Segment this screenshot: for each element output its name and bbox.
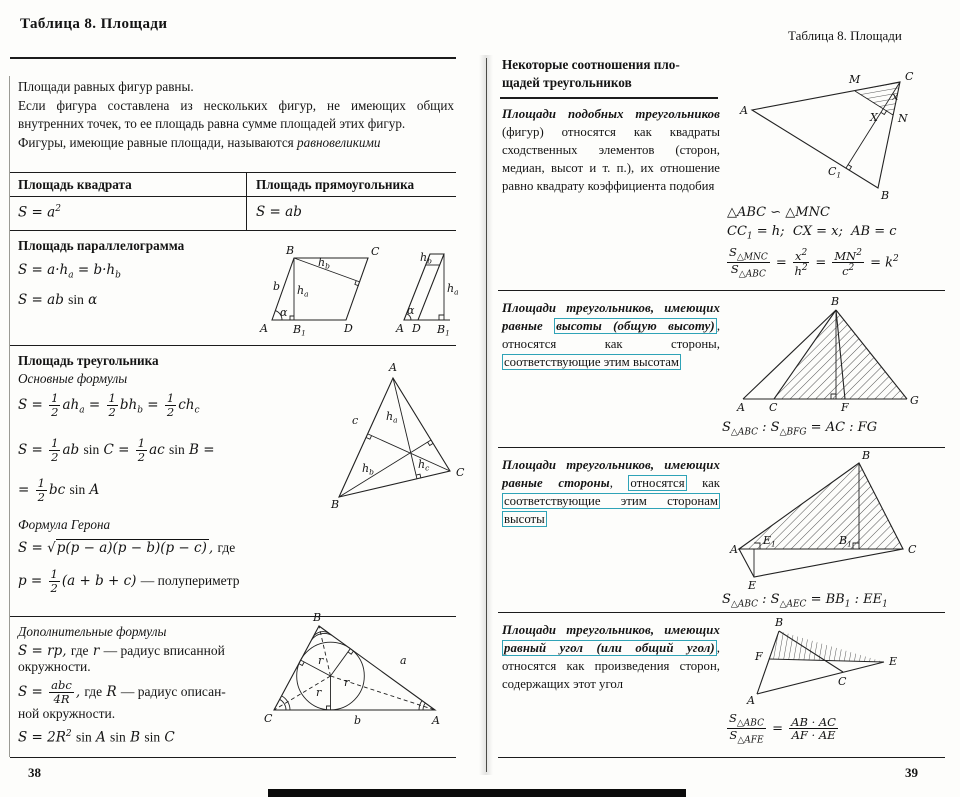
row-rule-1 — [10, 172, 456, 173]
parallelogram-formula-2: S = ab sin α — [18, 292, 98, 308]
label-C: C — [456, 466, 465, 479]
triangle-subtitle: Основные формулы — [18, 371, 128, 386]
label-A: A — [432, 714, 440, 727]
label-X: X — [870, 111, 878, 124]
right-page-title: Таблица 8. Площади — [788, 28, 902, 43]
label-r1: r — [318, 654, 324, 667]
diagram-equal-angle — [745, 618, 907, 710]
equal-sides-text: Площади треугольников, имеющих равные стороны, относятся как соответствующие этим сторонам высоты — [502, 458, 721, 526]
diagram-triangle-heights — [328, 358, 470, 510]
similar-formula-2: $CC_1 = h$; CX = x; AB = c — [727, 224, 897, 242]
label-D: D — [344, 322, 353, 335]
label-B: B — [775, 618, 784, 629]
label-D: D — [412, 322, 421, 335]
diagram-triangle-incircle — [258, 612, 462, 744]
label-A: A — [389, 361, 397, 374]
diagram-equal-heights — [723, 296, 945, 414]
similar-formula-3: $\frac{S_{\triangle MNC}}{S_{\triangle ABC}}$ = $\frac{x^2}{h^2}$ = $\frac{MN^2}{c^2}$ = $k^2$ — [729, 245, 899, 280]
label-r3: r — [344, 676, 350, 689]
label-E: E — [748, 579, 757, 590]
label-A: A — [740, 104, 748, 117]
label-B: B — [286, 244, 295, 257]
label-B: B — [313, 612, 322, 624]
label-E1: $E_1$ — [763, 534, 776, 549]
label-F: F — [841, 401, 849, 414]
label-B: B — [881, 189, 890, 202]
left-table-border — [9, 76, 10, 757]
label-C: C — [769, 401, 778, 414]
triangle-formula-2: S = $\frac{1}{2}$ ab sin C = $\frac{1}{2}$ ac sin B = — [18, 436, 215, 464]
equal-angle-formula: $\frac{S_{\triangle ABC}}{S_{\triangle AFE}}$ = $\frac{AB \cdot AC}{AF \cdot AE}$ — [729, 711, 836, 746]
extra-title: Дополнительные формулы — [18, 624, 167, 639]
row-rule-2 — [10, 196, 456, 197]
heron-formula-1: S = √p(p − a)(p − b)(p − c) , где — [18, 540, 236, 556]
right-rule-3 — [498, 612, 945, 613]
label-ha: $h_a$ — [297, 284, 309, 299]
square-title: Площадь квадрата — [18, 177, 132, 192]
label-b: b — [354, 714, 362, 727]
label-A: A — [747, 694, 755, 707]
label-G: G — [910, 394, 919, 407]
extra-formula-1: S = rp, где r — радиус вписанной окружности. — [18, 643, 225, 674]
right-rule-1 — [498, 290, 945, 291]
label-C: C — [905, 70, 914, 83]
label-alpha: α — [280, 306, 288, 319]
label-B: B — [831, 296, 840, 308]
heron-formula-2: p = $\frac{1}{2}$ (a + b + c) — полупериметр — [18, 567, 240, 595]
intro-line-2: Если фигура составлена из нескольких фигур, не имеющих общих внутренних точек, то ее площадь равна сумме площадей этих фигур. — [18, 97, 454, 132]
label-B: B — [331, 498, 340, 510]
relations-title-rule — [500, 97, 718, 99]
label-A: A — [730, 543, 738, 556]
relations-title: Некоторые соотношения пло- щадей треугольников — [502, 57, 680, 90]
column-divider — [246, 172, 247, 230]
label-hb: $h_b$ — [420, 251, 432, 266]
diagram-parallelogram — [256, 242, 390, 336]
equal-heights-text: Площади треугольников, имеющих равные высоты (общую высоту) , относятся как стороны, соответствующие этим высотам — [502, 301, 721, 369]
label-M: M — [849, 73, 861, 86]
label-hc: $h_c$ — [418, 458, 430, 473]
parallelogram-formula-1: $S = a\cdot h_a = b\cdot h_b$ — [18, 262, 121, 281]
label-B1: $B_1$ — [437, 323, 450, 336]
label-b: b — [273, 280, 281, 293]
diagram-equal-sides — [722, 448, 946, 590]
left-header-rule — [10, 57, 456, 59]
similar-triangles-text: Площади подобных треугольников (фигур) относятся как квадраты сходственных элементов (сторон, медиан, высот и т. п.), их отношение равно квадрату коэффициента подобия — [502, 107, 720, 193]
label-C: C — [264, 712, 273, 725]
label-hb: $h_b$ — [362, 462, 374, 477]
label-ha: $h_a$ — [447, 282, 459, 297]
right-bottom-rule — [498, 757, 945, 758]
label-B1: $B_1$ — [293, 323, 306, 336]
rectangle-formula: S = ab — [256, 204, 302, 220]
intro-paragraphs — [18, 78, 454, 153]
left-page-number: 38 — [28, 765, 41, 780]
label-ha: $h_a$ — [386, 410, 398, 425]
label-B1: $B_1$ — [839, 534, 852, 549]
parallelogram-title: Площадь параллелограмма — [18, 238, 185, 253]
square-formula: $S = a^2$ — [18, 204, 61, 221]
diagram-parallelogram-thin — [392, 240, 470, 336]
similar-formula-1: △ABC ∽ △MNC — [727, 205, 830, 220]
label-a: a — [400, 654, 407, 667]
diagram-similar-triangles — [722, 68, 950, 202]
label-C1: $C_1$ — [828, 165, 842, 180]
label-c: c — [352, 414, 359, 427]
label-B: B — [862, 449, 871, 462]
triangle-title: Площадь треугольника — [18, 353, 159, 368]
extra-formula-2: S = $\frac{\text{abc}}{4R}$ , где R — радиус описан- ной окружности. — [18, 678, 226, 721]
label-E: E — [889, 655, 898, 668]
left-page-title: Таблица 8. Площади — [20, 16, 168, 32]
equal-heights-formula: $S_{\triangle ABC}$ : $S_{\triangle BFG}$ = AC : FG — [722, 420, 878, 438]
triangle-formula-1: S = $\frac{1}{2}$ $ah_a$ = $\frac{1}{2}$ $bh_b$ = $\frac{1}{2}$ $ch_c$ — [18, 391, 200, 419]
label-C: C — [908, 543, 917, 556]
right-page-number: 39 — [905, 765, 918, 780]
label-N: N — [898, 112, 908, 125]
label-x: x — [892, 90, 899, 103]
label-A: A — [737, 401, 745, 414]
extra-formula-3: $S = 2R^2$ sin A sin B sin C — [18, 729, 175, 746]
triangle-formula-3: = $\frac{1}{2}$ bc sin A — [18, 476, 100, 504]
label-hb: $h_b$ — [318, 256, 330, 271]
label-A: A — [260, 322, 268, 335]
equal-angle-text: Площади треугольников, имеющих равный угол (или общий угол) , относятся как произведения сторон, содержащих этот угол — [502, 623, 720, 691]
heron-title: Формула Герона — [18, 517, 111, 532]
scan-artifact-bar — [268, 789, 686, 797]
intro-line-1: Площади равных фигур равны. — [18, 79, 194, 94]
left-bottom-rule — [10, 757, 456, 758]
intro-line-3: Фигуры, имеющие равные площади, называются равновеликими — [18, 135, 381, 151]
page-gutter-line — [486, 58, 487, 772]
label-C: C — [838, 675, 847, 688]
label-r2: r — [316, 686, 322, 699]
label-alpha: α — [407, 304, 415, 317]
equal-sides-formula: $S_{\triangle ABC}$ : $S_{\triangle AEC} = BB_1$ : $EE_1$ — [722, 592, 888, 610]
label-A: A — [396, 322, 404, 335]
label-F: F — [755, 650, 763, 663]
row-rule-4 — [10, 345, 456, 346]
label-C: C — [371, 245, 380, 258]
rectangle-title: Площадь прямоугольника — [256, 177, 415, 192]
row-rule-3 — [10, 230, 456, 231]
